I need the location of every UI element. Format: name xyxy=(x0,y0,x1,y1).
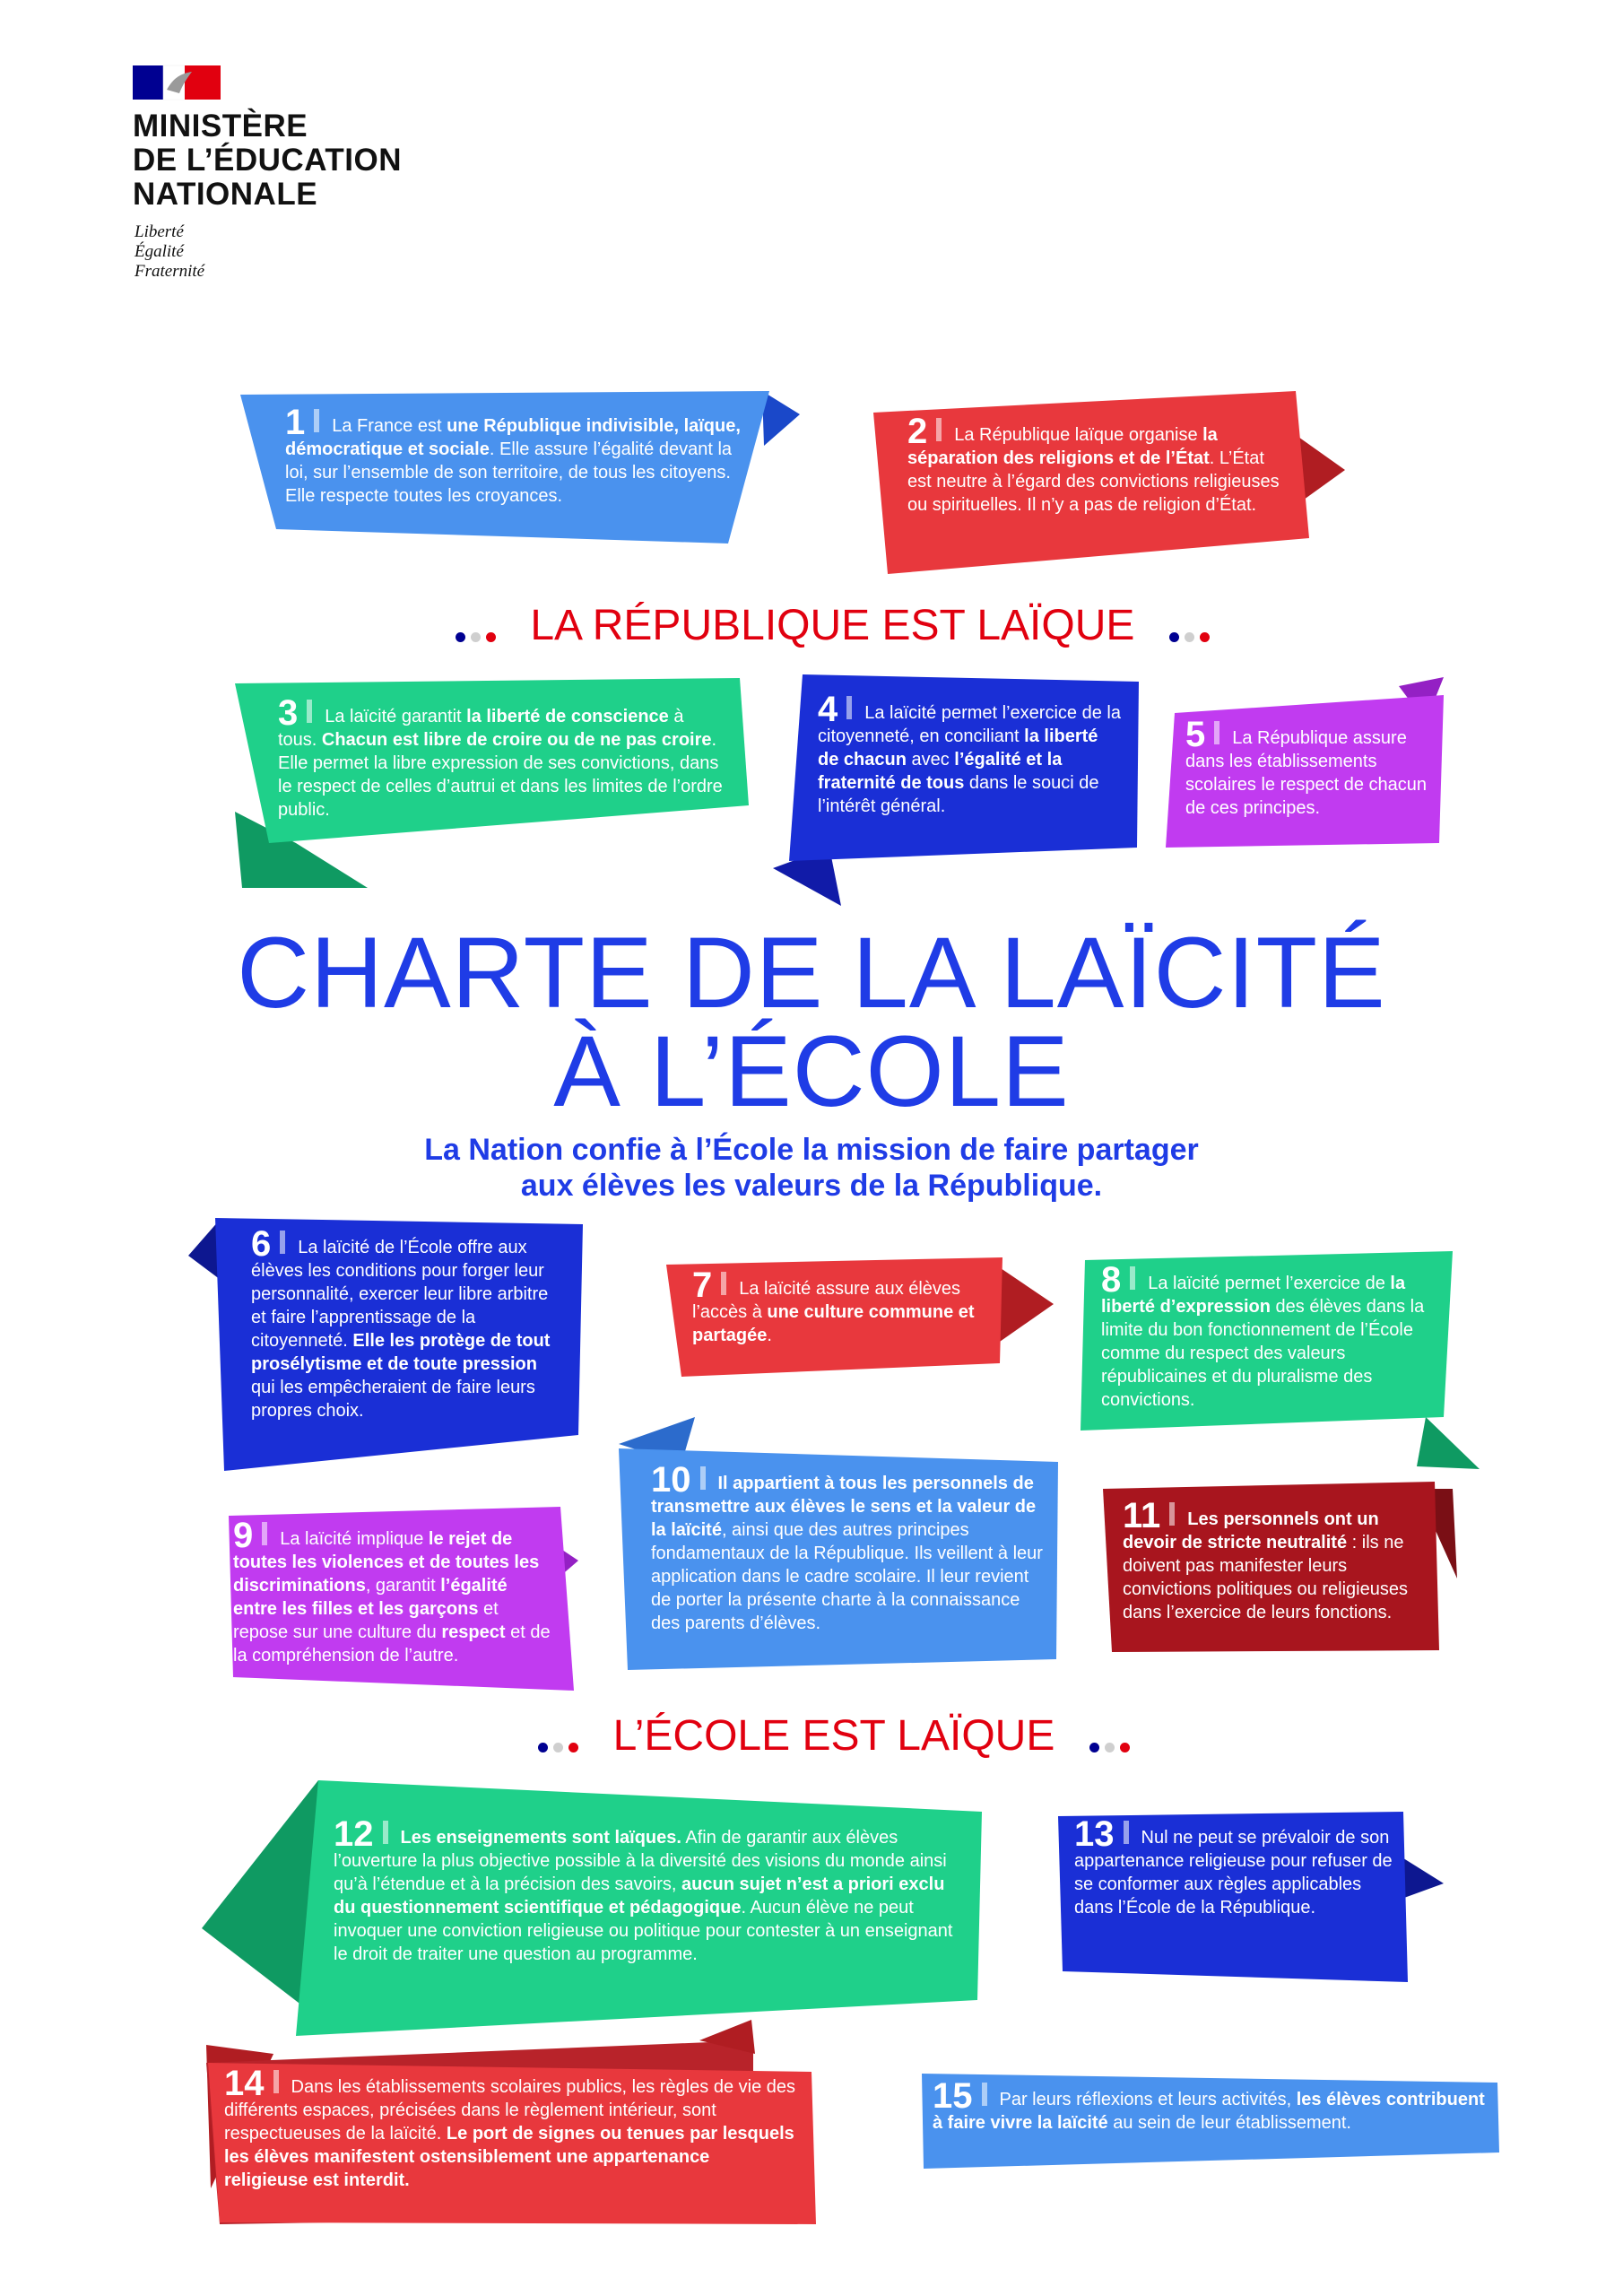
separator-bar xyxy=(1214,721,1219,744)
article-text-bold: une République indivisible, laïque, démocratique et sociale xyxy=(285,416,741,459)
article-4 xyxy=(818,690,1123,818)
article-14 xyxy=(224,2064,798,2192)
article-text: La laïcité implique xyxy=(280,1529,429,1549)
article-text-bold: les élèves contribuent à faire vivre la laïcité xyxy=(933,2090,1485,2133)
article-number: 7 xyxy=(692,1265,713,1305)
article-text: . L’État est neutre à l’égard des convictions religieuses ou spirituelles. Il n’y a pas de religion d’État. xyxy=(907,448,1280,515)
article-7 xyxy=(692,1265,997,1347)
article-text: . Elle assure l’égalité devant la loi, sur l’ensemble de son territoire, de tous les citoyens. Elle respecte toutes les croyances. xyxy=(285,439,733,506)
article-text: avec xyxy=(906,750,955,770)
article-number: 5 xyxy=(1185,715,1206,754)
article-text: La laïcité assure aux élèves l’accès à xyxy=(692,1279,961,1322)
article-15 xyxy=(933,2076,1493,2135)
article-text-bold: la liberté de conscience xyxy=(466,707,669,726)
article-8 xyxy=(1101,1260,1433,1412)
article-text: , garantit xyxy=(365,1576,441,1596)
article-2 xyxy=(907,412,1284,517)
article-text: qui les empêcheraient de faire leurs propres choix. xyxy=(251,1378,535,1421)
article-number: 11 xyxy=(1123,1496,1161,1535)
article-text-bold: respect xyxy=(441,1622,506,1642)
article-text-bold: la liberté d’expression xyxy=(1101,1274,1406,1317)
article-3 xyxy=(278,693,726,822)
article-text: : ils ne doivent pas manifester leurs convictions politiques ou religieuses dans l’exercice de leurs fonctions. xyxy=(1123,1533,1408,1622)
republic-motto xyxy=(135,222,204,282)
ministry-name xyxy=(133,109,402,212)
article-text: La France est xyxy=(332,416,447,436)
article-number: 15 xyxy=(933,2076,973,2116)
article-text-bold: une culture commune et partagée xyxy=(692,1302,975,1345)
separator-bar xyxy=(383,1821,388,1844)
ministry-line: NATIONALE xyxy=(133,177,318,212)
article-number: 6 xyxy=(251,1224,272,1264)
separator-bar xyxy=(721,1272,726,1295)
tricolor-dots xyxy=(1167,604,1212,653)
section-republique-label: LA RÉPUBLIQUE EST LAÏQUE xyxy=(530,602,1135,649)
article-text: et de la compréhension de l’autre. xyxy=(233,1622,551,1665)
section-ecole-label: L’ÉCOLE EST LAÏQUE xyxy=(612,1712,1055,1760)
article-12 xyxy=(334,1814,961,1966)
tricolor-dots xyxy=(535,1714,581,1763)
tricolor-dots xyxy=(453,604,499,653)
article-text-bold: la séparation des religions et de l’État xyxy=(907,425,1218,468)
section-ecole-title xyxy=(529,1711,1139,1763)
article-text: La laïcité garantit xyxy=(325,707,467,726)
separator-bar xyxy=(846,696,852,719)
article-text-bold: Les enseignements sont laïques. xyxy=(400,1828,681,1848)
article-text: Par leurs réflexions et leurs activités, xyxy=(999,2090,1297,2109)
separator-bar xyxy=(936,418,942,441)
ministry-line: MINISTÈRE xyxy=(133,109,308,144)
article-text-bold: le rejet de toutes les violences et de toutes les discriminations xyxy=(233,1529,540,1596)
article-text-bold: Elle les protège de tout prosélytisme et de toute pression xyxy=(251,1331,551,1374)
article-10 xyxy=(651,1460,1046,1635)
article-text-bold: la liberté de chacun xyxy=(818,726,1098,770)
separator-bar xyxy=(262,1522,267,1545)
article-text: , ainsi que des autres principes fondamentaux de la République. Ils veillent à leur application dans le cadre scolaire. Il leur revient de porter la présente charte à la connaissance des parents d’élèves. xyxy=(651,1520,1043,1633)
ministry-line: DE L’ÉDUCATION xyxy=(133,143,402,178)
motto-line: Liberté xyxy=(135,222,184,241)
subtitle-line-2: aux élèves les valeurs de la République. xyxy=(520,1169,1103,1203)
article-text-bold: Le port de signes ou tenues par lesquels les élèves manifestent ostensiblement une appartenance religieuse est interdit. xyxy=(224,2124,794,2190)
marianne-logo xyxy=(133,65,221,100)
article-text-bold: l’égalité entre les filles et les garçons xyxy=(233,1576,508,1619)
article-text-bold: Il appartient à tous les personnels de transmettre aux élèves le sens et la valeur de la laïcité xyxy=(651,1474,1037,1540)
article-text: Nul ne peut se prévaloir de son appartenance religieuse pour refuser de se conformer aux règles applicables dans l’École de la République. xyxy=(1074,1828,1393,1918)
article-text: La République laïque organise xyxy=(954,425,1203,445)
article-text: . xyxy=(767,1326,772,1345)
title-line-1: CHARTE DE LA LAÏCITÉ xyxy=(237,917,1386,1029)
article-number: 1 xyxy=(285,403,306,442)
article-text-bold: Chacun est libre de croire ou de ne pas croire xyxy=(321,730,712,750)
article-text: dans le souci de l’intérêt général. xyxy=(818,773,1099,816)
article-6 xyxy=(251,1224,565,1422)
title-line-2: À L’ÉCOLE xyxy=(553,1015,1070,1127)
separator-bar xyxy=(982,2083,987,2106)
section-republique-title xyxy=(453,601,1206,653)
page-subtitle xyxy=(0,1132,1623,1204)
article-number: 2 xyxy=(907,412,928,451)
separator-bar xyxy=(700,1466,706,1490)
article-13 xyxy=(1074,1814,1393,1919)
separator-bar xyxy=(280,1231,285,1254)
article-text: des élèves dans la limite du bon fonctionnement de l’École comme du respect des valeurs républicaines et du pluralisme des convictions. xyxy=(1101,1297,1425,1410)
article-text: Afin de garantir aux élèves l’ouverture la plus objective possible à la diversité des visions du monde ainsi qu’à l’étendue et à la précision des savoirs, xyxy=(334,1828,947,1894)
article-number: 12 xyxy=(334,1814,374,1854)
article-text: et repose sur une culture du xyxy=(233,1599,499,1642)
article-5 xyxy=(1185,715,1436,820)
page-title xyxy=(0,917,1623,1127)
article-1 xyxy=(285,403,742,508)
motto-line: Fraternité xyxy=(135,262,205,281)
article-text: La laïcité de l’École offre aux élèves les conditions pour forger leur personnalité, exercer leur libre arbitre et faire l’apprentissage de la citoyenneté. xyxy=(251,1238,549,1351)
separator-bar xyxy=(1169,1502,1175,1526)
article-text-bold: l’égalité et la fraternité de tous xyxy=(818,750,1063,793)
article-number: 4 xyxy=(818,690,838,729)
article-number: 13 xyxy=(1074,1814,1115,1854)
article-text: La laïcité permet l’exercice de la citoyenneté, en conciliant xyxy=(818,703,1121,746)
separator-bar xyxy=(1130,1266,1135,1290)
article-text: . Aucun élève ne peut invoquer une conviction religieuse ou politique pour contester à un enseignant le droit de traiter une question au programme. xyxy=(334,1898,953,1964)
separator-bar xyxy=(1124,1821,1129,1844)
motto-line: Égalité xyxy=(135,242,184,261)
article-text: La laïcité permet l’exercice de xyxy=(1148,1274,1391,1293)
separator-bar xyxy=(307,700,312,723)
article-9 xyxy=(233,1516,551,1667)
article-text-bold: Les personnels ont un devoir de stricte neutralité xyxy=(1123,1509,1379,1552)
article-number: 10 xyxy=(651,1460,691,1500)
article-text: . Elle permet la libre expression de ses convictions, dans le respect de celles d’autrui et dans les limites de l’ordre public. xyxy=(278,730,723,820)
article-number: 8 xyxy=(1101,1260,1122,1300)
article-number: 14 xyxy=(224,2064,265,2103)
separator-bar xyxy=(314,409,319,432)
article-number: 9 xyxy=(233,1516,254,1555)
article-text: au sein de leur établissement. xyxy=(1107,2113,1351,2133)
article-text-bold: aucun sujet n’est a priori exclu du questionnement scientifique et pédagogique xyxy=(334,1874,945,1918)
article-number: 3 xyxy=(278,693,299,733)
article-text: Dans les établissements scolaires publics, les règles de vie des différents espaces, précisées dans le règlement intérieur, sont respectueuses de la laïcité. xyxy=(224,2077,795,2144)
subtitle-line-1: La Nation confie à l’École la mission de faire partager xyxy=(424,1133,1199,1167)
article-text: La République assure dans les établissements scolaires le respect de chacun de ces principes. xyxy=(1185,728,1428,818)
article-11 xyxy=(1123,1496,1428,1624)
tricolor-dots xyxy=(1087,1714,1133,1763)
separator-bar xyxy=(273,2070,279,2093)
article-text: à tous. xyxy=(278,707,684,750)
